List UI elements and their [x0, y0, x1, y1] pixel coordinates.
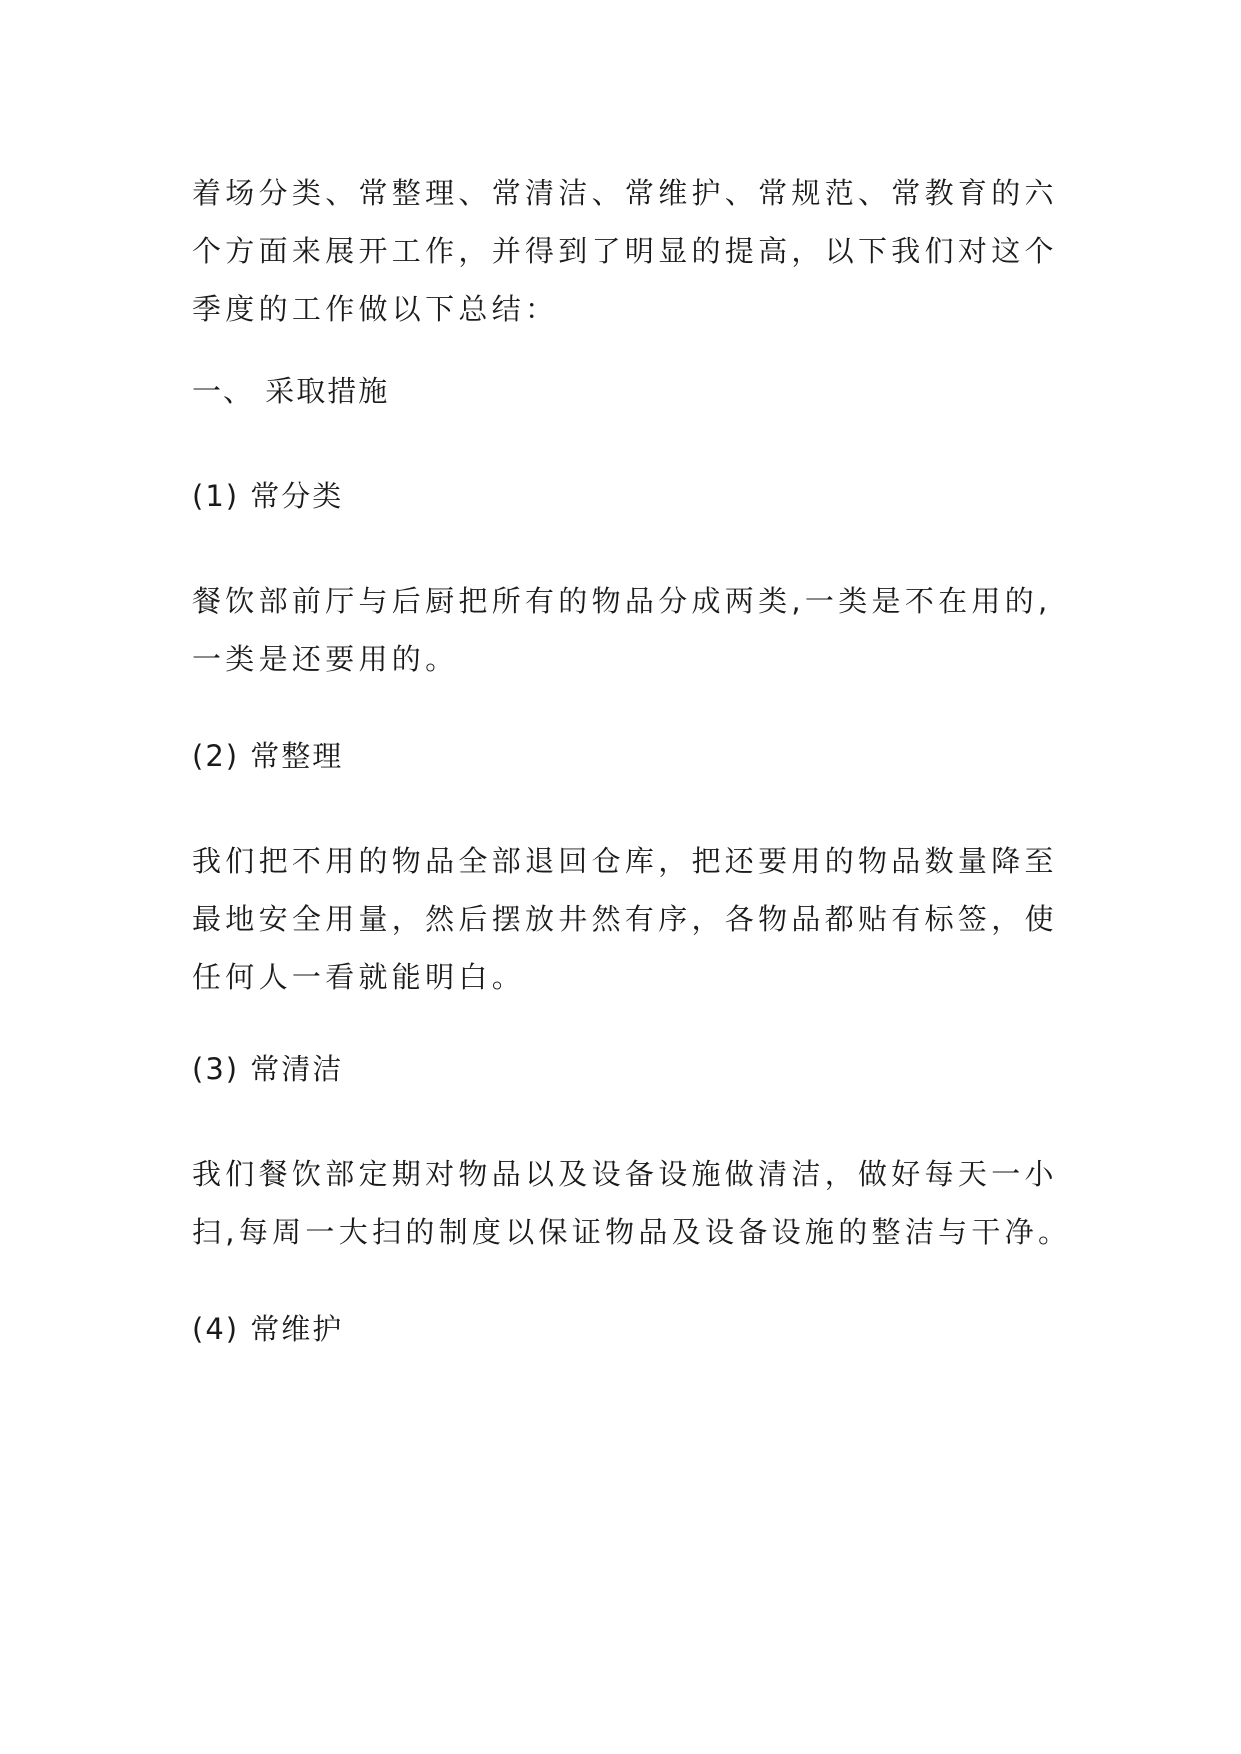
- organize-line-1: 我们把不用的物品全部退回仓库，把还要用的物品数量降至: [192, 844, 1058, 878]
- classify-line-1: 餐饮部前厅与后厨把所有的物品分成两类,一类是不在用的,: [192, 584, 1052, 618]
- clean-line-2: 扫,每周一大扫的制度以保证物品及设备设施的整洁与干净。: [192, 1215, 1072, 1249]
- intro-line-1: 着场分类、常整理、常清洁、常维护、常规范、常教育的六: [192, 176, 1058, 210]
- clean-paragraph: [192, 1145, 1072, 1261]
- section-heading-measures: 一、 采取措施: [192, 374, 390, 408]
- intro-line-2: 个方面来展开工作，并得到了明显的提高，以下我们对这个: [192, 234, 1058, 268]
- organize-line-2: 最地安全用量，然后摆放井然有序，各物品都贴有标签，使: [192, 902, 1058, 936]
- classify-line-2: 一类是还要用的。: [192, 642, 459, 676]
- intro-line-3: 季度的工作做以下总结：: [192, 292, 559, 326]
- item-heading-clean: (3) 常清洁: [192, 1052, 344, 1086]
- item-heading-organize: (2) 常整理: [192, 739, 344, 773]
- intro-paragraph: [192, 164, 1058, 338]
- item-heading-classify: (1) 常分类: [192, 479, 344, 513]
- clean-line-1: 我们餐饮部定期对物品以及设备设施做清洁，做好每天一小: [192, 1157, 1058, 1191]
- classify-paragraph: [192, 572, 1052, 688]
- organize-line-3: 任何人一看就能明白。: [192, 960, 526, 994]
- organize-paragraph: [192, 832, 1058, 1006]
- item-heading-maintain: (4) 常维护: [192, 1312, 344, 1346]
